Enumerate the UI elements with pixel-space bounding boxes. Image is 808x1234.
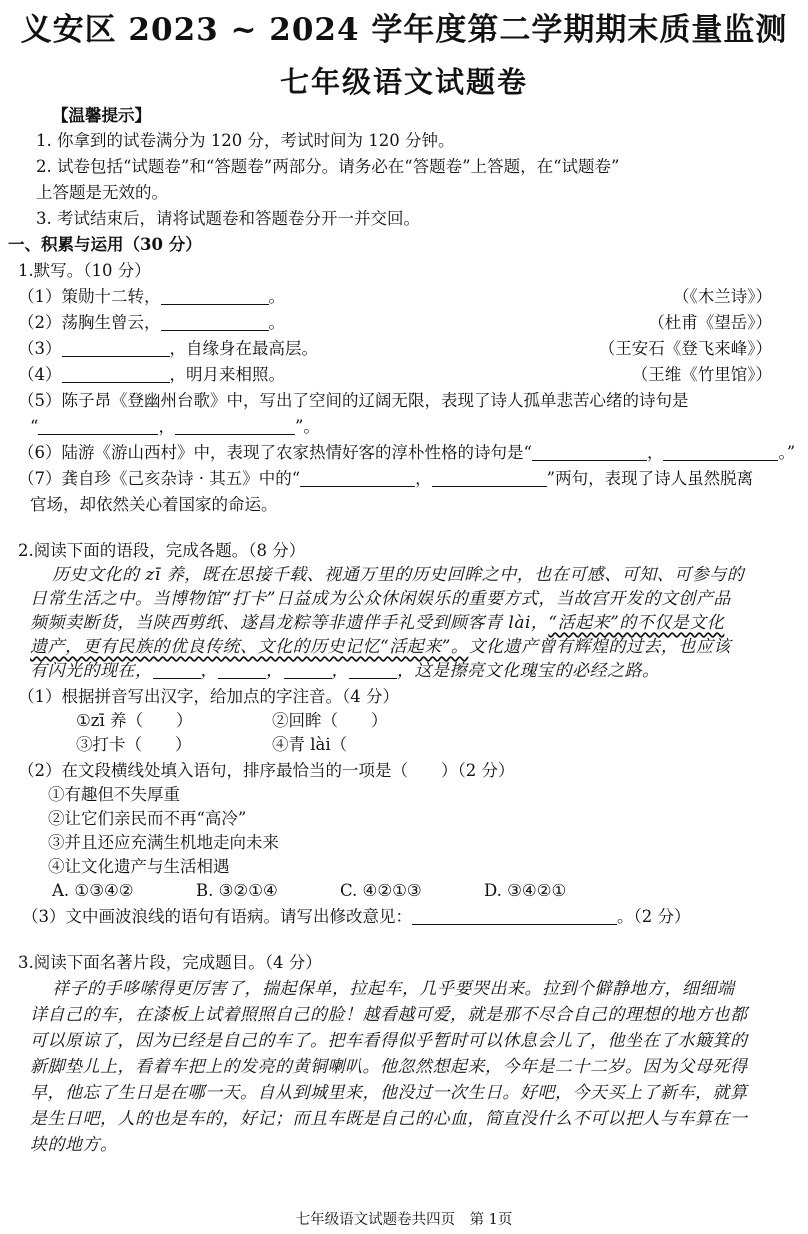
- tip-1: 1. 你拿到的试卷满分为 120 分，考试时间为 120 分钟。: [36, 131, 455, 150]
- wavy-underlined-sentence: 遗产，更有民族的优良传统、文化的历史记忆“活起来”。: [30, 637, 469, 657]
- comma: ，: [415, 469, 432, 488]
- q2-choice-b[interactable]: B. ③②①④: [196, 881, 278, 900]
- answer-blank[interactable]: [161, 288, 269, 305]
- page-footer: 七年级语文试题卷共四页 第 1页: [295, 1212, 513, 1228]
- answer-blank[interactable]: [300, 470, 415, 487]
- q2-choice-d[interactable]: D. ③④②①: [484, 881, 567, 900]
- q1-l2-text: （2）荡胸生曾云，: [18, 313, 161, 332]
- q3-para-line-5: 早，他忘了生日是在哪一天。自从到城里来，他没过一次生日。好吧，今天买上了新车，就算: [30, 1083, 748, 1103]
- q1-l4-end: ，明月来相照。: [169, 365, 285, 384]
- q1-line-3: [18, 339, 318, 359]
- q1-line-2: [18, 313, 285, 333]
- q1-l2-end: 。: [268, 313, 285, 332]
- comma: ，: [646, 443, 664, 462]
- q1-line-4: [18, 365, 285, 385]
- quote-open: “: [30, 417, 39, 436]
- answer-blank[interactable]: [412, 908, 617, 925]
- q2-para-line-2: 日常生活之中。当博物馆“打卡”日益成为公众休闲娱乐的重要方式，当故宫开发的文创产品: [30, 589, 731, 609]
- q1-l7-end: ”两句，表现了诗人虽然脱离: [546, 469, 754, 488]
- text-segment: 文化遗产曾有辉煌的过去，也应该: [468, 637, 731, 657]
- exam-title: 义安区 2023 ~ 2024 学年度第二学期期末质量监测: [20, 12, 788, 48]
- q1-line-5: （5）陈子昂《登幽州台歌》中，写出了空间的辽阔无限，表现了诗人孤单悲苦心绪的诗句是: [18, 391, 689, 410]
- q1-line-5-blanks: [30, 417, 320, 437]
- wavy-underlined-sentence: “活起来”的不仅是文化: [548, 613, 725, 633]
- q1-l1-source: （《木兰诗》）: [673, 287, 772, 306]
- answer-blank[interactable]: [175, 418, 295, 435]
- answer-blank[interactable]: [284, 662, 332, 679]
- quote-close: 。”: [778, 443, 796, 462]
- q1-l3-source: （王安石《登飞来峰》）: [598, 339, 772, 358]
- q1-l4-text: （4）: [18, 365, 62, 384]
- q2-choice-a[interactable]: A. ①③④②: [52, 881, 134, 900]
- tip-2-cont: 上答题是无效的。: [36, 183, 168, 202]
- tips-heading: 【温馨提示】: [52, 106, 151, 125]
- q2-sub1-item-b: ②回眸（ ）: [272, 711, 388, 730]
- q1-line-7: [18, 469, 753, 489]
- q2-sub3-text: （3）文中画波浪线的语句有语病。请写出修改意见：: [22, 907, 412, 926]
- q1-l1-end: 。: [268, 287, 285, 306]
- q2-sub3-end: 。（2 分）: [617, 907, 691, 926]
- answer-blank[interactable]: [663, 444, 778, 461]
- text-segment: 有闪光的现在，: [30, 661, 153, 681]
- q2-option-4: ④让文化遗产与生活相遇: [48, 857, 230, 876]
- answer-blank[interactable]: [218, 662, 266, 679]
- q3-para-line-1: 祥子的手哆嗦得更厉害了，揣起保单，拉起车，几乎要哭出来。拉到个僻静地方，细细端: [52, 979, 735, 999]
- answer-blank[interactable]: [161, 314, 269, 331]
- q3-para-line-2: 详自己的车，在漆板上试着照照自己的脸！越看越可爱，就是那不尽合自己的理想的地方也都: [30, 1005, 748, 1025]
- q2-para-line-4: [30, 637, 731, 657]
- q1-l7-text: （7）龚自珍《己亥杂诗 · 其五》中的“: [18, 469, 301, 488]
- q1-line-7-cont: 官场，却依然关心着国家的命运。: [30, 495, 278, 514]
- answer-blank[interactable]: [38, 418, 158, 435]
- q2-para-line-1: 历史文化的 zī 养，既在思接千载、视通万里的历史回眸之中，也在可感、可知、可参与的: [52, 565, 745, 585]
- comma: ，: [158, 417, 175, 436]
- q2-title: 2.阅读下面的语段，完成各题。（8 分）: [18, 541, 306, 560]
- tip-2: 2. 试卷包括“试题卷”和“答题卷”两部分。请务必在“答题卷”上答题，在“试题卷”: [36, 157, 620, 176]
- answer-blank[interactable]: [349, 662, 397, 679]
- q2-sub1-title: （1）根据拼音写出汉字，给加点的字注音。（4 分）: [18, 687, 399, 706]
- q3-para-line-7: 块的地方。: [30, 1135, 118, 1155]
- q2-option-1: ①有趣但不失厚重: [48, 785, 180, 804]
- answer-blank[interactable]: [62, 340, 170, 357]
- comma: ，: [200, 661, 218, 681]
- q2-sub1-item-a: ①zī 养（ ）: [76, 711, 193, 730]
- comma: ，: [331, 661, 349, 681]
- q1-l4-source: （王维《竹里馆》）: [631, 365, 772, 384]
- tip-3: 3. 考试结束后，请将试题卷和答题卷分开一并交回。: [36, 209, 420, 228]
- q2-choice-c[interactable]: C. ④②①③: [340, 881, 422, 900]
- q1-line-6: [18, 443, 795, 463]
- q3-para-line-6: 是生日吧，人的也是车的，好记；而且车既是自己的心血，简直没什么不可以把人与车算在一: [30, 1109, 748, 1129]
- q2-sub3: [22, 907, 691, 927]
- q1-l3-end: ，自缘身在最高层。: [169, 339, 318, 358]
- q3-para-line-3: 可以原谅了，因为已经是自己的车了。把车看得似乎暂时可以休息会儿了，他坐在了水簸箕的: [30, 1031, 748, 1051]
- q2-para-line-3: [30, 613, 724, 633]
- q1-line-1: [18, 287, 285, 307]
- q1-l3-text: （3）: [18, 339, 62, 358]
- q1-l1-text: （1）策勋十二转，: [18, 287, 161, 306]
- answer-blank[interactable]: [432, 470, 547, 487]
- text-segment: 频频卖断货，: [30, 613, 135, 633]
- q1-title: 1.默写。（10 分）: [18, 261, 151, 280]
- q2-sub2-title: （2）在文段横线处填入语句，排序最恰当的一项是（ ）（2 分）: [18, 761, 515, 780]
- q2-para-line-5: [30, 661, 660, 681]
- answer-blank[interactable]: [62, 366, 170, 383]
- exam-subtitle: 七年级语文试题卷: [279, 65, 528, 99]
- answer-blank[interactable]: [532, 444, 647, 461]
- q3-para-line-4: 新脚垫儿上，看着车把上的发亮的黄铜喇叭。他忽然想起来，今年是二十二岁。因为父母死得: [30, 1057, 748, 1077]
- quote-close: ”。: [294, 417, 320, 436]
- q2-sub1-item-c: ③打卡（ ）: [76, 735, 192, 754]
- q2-option-3: ③并且还应充满生机地走向未来: [48, 833, 279, 852]
- text-segment: ，这是擦亮文化瑰宝的必经之路。: [397, 661, 660, 681]
- comma: ，: [266, 661, 284, 681]
- q1-l6-text: （6）陆游《游山西村》中，表现了农家热情好客的淳朴性格的诗句是“: [18, 443, 532, 462]
- section-heading: 一、积累与运用（30 分）: [8, 235, 202, 254]
- q1-l2-source: （杜甫《望岳》）: [648, 313, 772, 332]
- q2-option-2: ②让它们亲民而不再“高冷”: [48, 809, 247, 828]
- q2-sub1-item-d: ④青 lài（: [272, 735, 348, 754]
- text-segment: 当陕西剪纸、遂昌龙粽等非遗伴手礼受到顾客青 lài，: [135, 613, 549, 633]
- answer-blank[interactable]: [153, 662, 201, 679]
- q3-title: 3.阅读下面名著片段，完成题目。（4 分）: [18, 953, 322, 972]
